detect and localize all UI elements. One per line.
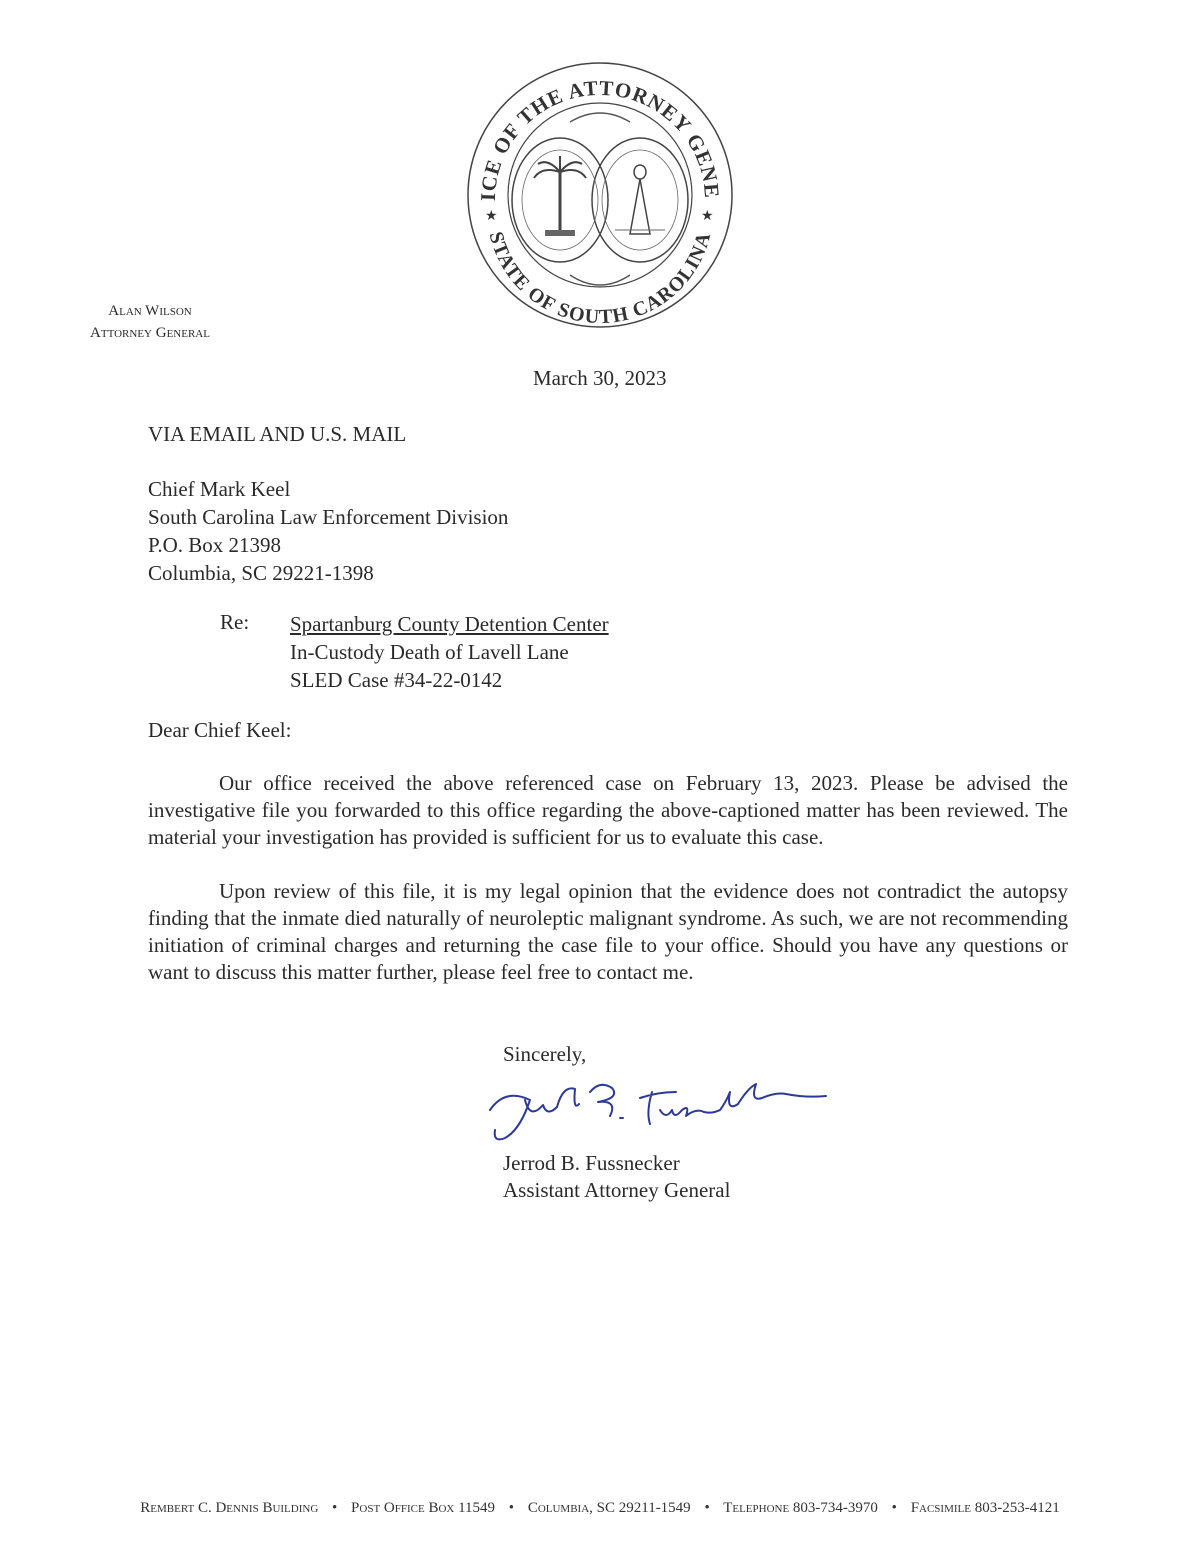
letterhead-footer	[0, 1500, 1200, 1517]
re-line: In-Custody Death of Lavell Lane	[290, 640, 569, 664]
footer-separator: •	[891, 1500, 897, 1516]
seal-top-text: ICE OF THE ATTORNEY GENE	[475, 75, 725, 202]
signer-title: Assistant Attorney General	[503, 1178, 731, 1202]
signature-graphic	[480, 1070, 840, 1150]
delivery-method: VIA EMAIL AND U.S. MAIL	[148, 422, 407, 446]
ag-title: Attorney General	[90, 325, 210, 341]
re-subject	[290, 610, 609, 694]
recipient-city: Columbia, SC 29221-1398	[148, 561, 374, 585]
closing: Sincerely,	[503, 1042, 587, 1066]
footer-separator: •	[704, 1500, 710, 1516]
svg-text:★: ★	[701, 209, 714, 224]
re-line: Spartanburg County Detention Center	[290, 612, 609, 636]
attorney-general-block	[60, 300, 240, 344]
signer-name: Jerrod B. Fussnecker	[503, 1151, 680, 1175]
footer-facsimile: Facsimile 803-253-4121	[910, 1500, 1060, 1516]
svg-text:STATE OF SOUTH CAROLINA	[485, 229, 716, 328]
footer-separator: •	[332, 1500, 338, 1516]
recipient-name: Chief Mark Keel	[148, 477, 291, 501]
svg-text:★: ★	[485, 209, 498, 224]
recipient-org: South Carolina Law Enforcement Division	[148, 505, 509, 529]
recipient-po-box: P.O. Box 21398	[148, 533, 282, 557]
footer-po-box: Post Office Box 11549	[351, 1500, 496, 1516]
seal-bottom-text: STATE OF SOUTH CAROLINA	[484, 229, 716, 329]
footer-city: Columbia, SC 29211-1549	[527, 1500, 691, 1516]
ag-name: Alan Wilson	[108, 303, 192, 319]
letter-date: March 30, 2023	[533, 366, 667, 390]
footer-telephone: Telephone 803-734-3970	[723, 1500, 878, 1516]
re-line: SLED Case #34-22-0142	[290, 668, 503, 692]
footer-building: Rembert C. Dennis Building	[140, 1500, 319, 1516]
body-paragraph: Upon review of this file, it is my legal opinion that the evidence does not contradict the autopsy finding that the inmate died naturally of neuroleptic malignant syndrome. As such, we are not recommending initiation of criminal charges and returning the case file to your office. Should you have any questions or want to discuss this matter further, please feel free to contact me.	[148, 879, 1068, 984]
handwritten-signature	[480, 1070, 840, 1150]
seal-graphic	[465, 60, 735, 330]
re-label: Re:	[220, 610, 250, 634]
signer-block	[503, 1150, 730, 1204]
body-paragraph: Our office received the above referenced case on February 13, 2023. Please be advised the investigative file you forwarded to this office regarding the above-captioned matter has been reviewed. The material your investigation has provided is sufficient for us to evaluate this case.	[148, 771, 1068, 849]
salutation: Dear Chief Keel:	[148, 718, 292, 742]
attorney-general-seal	[465, 60, 735, 330]
recipient-address	[148, 475, 508, 587]
footer-separator: •	[508, 1500, 515, 1516]
